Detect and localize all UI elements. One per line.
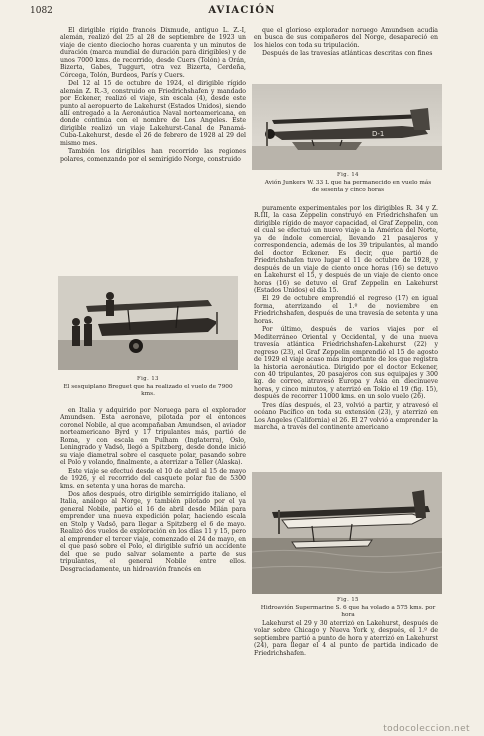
- text-column-right-bottom: [254, 620, 438, 666]
- text-column-right-middle: [254, 205, 438, 464]
- caption-text: El sesquiplano Breguet que ha realizado el vuelo de 7900 kms.: [63, 384, 233, 397]
- page-header: [30, 4, 454, 20]
- figure-15-photo: [252, 472, 442, 594]
- paragraph: que el glorioso explorador noruego Amundsen acudía en busca de sus compañeros del Norge, desapareció en los hielos con toda su tripulación.: [254, 27, 438, 49]
- figure-label: Fig. 14: [337, 172, 359, 178]
- figure-label: Fig. 13: [137, 376, 159, 382]
- watermark: todocoleccion.net: [383, 724, 470, 734]
- figure-13-photo: [58, 276, 238, 370]
- paragraph: Dos años después, otro dirigible semirrígido italiano, el Italia, análogo al Norge, y también pilotado por el ya general Nobile, partió el 16 de abril desde Milán para emprender una nueva expedición polar, haciendo escala en Stolp y Vadsö, para llegar a Spitzberg el 6 de mayo. Realizó dos vuelos de exploración en los días 11 y 15, pero al emprender el tercer viaje, comenzado el 24 de mayo, en el que pasó sobre el Polo, el dirigible sufrió un accidente del que se pudo salvar solamente a parte de sus tripulantes, el general Nobile entre ellos. Desgraciadamente, un hidroavión francés en: [60, 490, 246, 573]
- paragraph: El 29 de octubre emprendió el regreso (17) en igual forma, aterrizando el 1.º de noviembre en Friedrichshafen, después de una travesía de setenta y una horas.: [254, 295, 438, 325]
- paragraph: Este viaje se efectuó desde el 10 de abril al 15 de mayo de 1926, y el recorrido del casquete polar fue de 5300 kms. en setenta y una horas de marcha.: [60, 467, 246, 490]
- paragraph: Lakehurst el 29 y 30 aterrizó en Lakehurst, después de volar sobre Chicago y Nueva York y, después, el 1.º de septiembre partió a punto de hora y aterrizó en Lakehurst (24), para llegar el 4 al punto de partida indicado de Friedrichshafen.: [254, 620, 438, 657]
- text-column-right-top: [254, 27, 438, 79]
- paragraph: Del 12 al 15 de octubre de 1924, el dirigible rígido alemán Z. R.-3, construido en Friedrichshafen y mandado por Eckener, realizó el viaje, sin escala (4), desde este punto al aeropuerto de Lakehurst (Estados Unidos), siendo allí entregado a la Aeronáutica Naval norteamericana, en donde continúa con el nombre de Los Angeles. Este dirigible realizó un viaje Lakehurst-Canal de Panamá-Cuba-Lakehurst, desde el 26 de febrero de 1928 al 29 del mismo mes.: [60, 80, 246, 147]
- caption-text: Avión Junkers W. 33 L que ha permanecido en vuelo más de sesenta y cinco horas: [264, 180, 432, 193]
- figure-13-caption: [62, 376, 234, 398]
- paragraph: Por último, después de varios viajes por el Mediterráneo Oriental y Occidental, y de una nueva travesía atlántica Friedrichshafen-Lakehurst (22) y regreso (23), el Graf Zeppelin emprendió el 15 de agosto de 1929 el viaje acaso más importante de los que registra la historia aeronáutica. Dirigido por el doctor Eckener, con 40 tripulantes, 20 pasajeros con sus equipajes y 300 kg. de correo, atravesó Europa y Asia en diecinueve horas, y cinco minutos, y aterrizó en Tokio el 19 (fig. 15), después de recorrer 11000 kms. en un solo vuelo (26).: [254, 326, 438, 401]
- page-title: AVIACIÓN: [208, 5, 276, 16]
- paragraph: puramente experimentales por los dirigibles R. 34 y Z. R.III, la casa Zeppelin construyó en Friedrichshafen un dirigible rígido de mayor capacidad, el Graf Zeppelin, con el cual se efectuó un nuevo viaje a la América del Norte, ya de índole comercial, llevando 21 pasajeros y correspondencia, además de los 39 tripulantes, al mando del doctor Eckener. Es decir, que partió de Friedrichshafen tuvo lugar el 11 de octubre de 1928, y después de un viaje de ciento once horas (16) se detuvo en Lakehurst el 15, y después de un viaje de ciento once horas (16) se detuvo el Graf Zeppelin en Lakehurst (Estados Unidos) el día 15.: [254, 205, 438, 294]
- figure-14-caption: [262, 172, 434, 194]
- paragraph: en Italia y adquirido por Noruega para el explorador Amundsen. Esta aeronave, pilotada por el entonces coronel Nobile, al que acompañaban Amundsen, el aviador norteamericano Byrd y 17 tripulantes más, partió de Roma, y con escala en Pulham (Inglaterra), Oslo, Leningrado y Vadsö, llegó a Spitzberg, desde donde inició su viaje diametral sobre el casquete polar, pasando sobre el Polo y volando, finalmente, a aterrizar a Teller (Alaska).: [60, 407, 246, 467]
- caption-text: Hidroavión Supermarine S. 6 que ha volado a 575 kms. por hora: [260, 605, 436, 618]
- figure-label: Fig. 15: [337, 597, 359, 603]
- figure-14-photo: [252, 84, 442, 170]
- text-column-left-bottom: [60, 407, 246, 705]
- paragraph: También los dirigibles han recorrido las regiones polares, comenzando por el semirígido Norge, construido: [60, 148, 246, 163]
- paragraph: Después de las travesías atlánticas descritas con fines: [262, 50, 433, 58]
- paragraph: El dirigible rígido francés Dixmude, antiguo L. Z.-I, alemán, realizó del 25 al 28 de septiembre de 1923 un viaje de ciento dieciocho horas cuarenta y un minutos de duración (marca mundial de duración para dirigibles) y de unos 7000 kms. de recorrido, desde Cuers (Tolón) a Orán, Bizerta, Gabes, Tuggurt, otra vez Bizerta, Cerdeña, Córcega, Tolón, Burdeos, París y Cuers.: [60, 27, 246, 79]
- paragraph: Tres días después, el 23, volvió a partir, y atravesó el océano Pacífico en toda su extensión (23), y aterrizó en Los Angeles (California) el 26. El 27 volvió a emprender la marcha, a través del continente americano: [254, 401, 438, 432]
- text-column-left-top: [60, 27, 246, 273]
- svg-text:D-1: D-1: [372, 130, 385, 138]
- figure-15-caption: [256, 597, 440, 619]
- page-number: 1082: [30, 6, 53, 16]
